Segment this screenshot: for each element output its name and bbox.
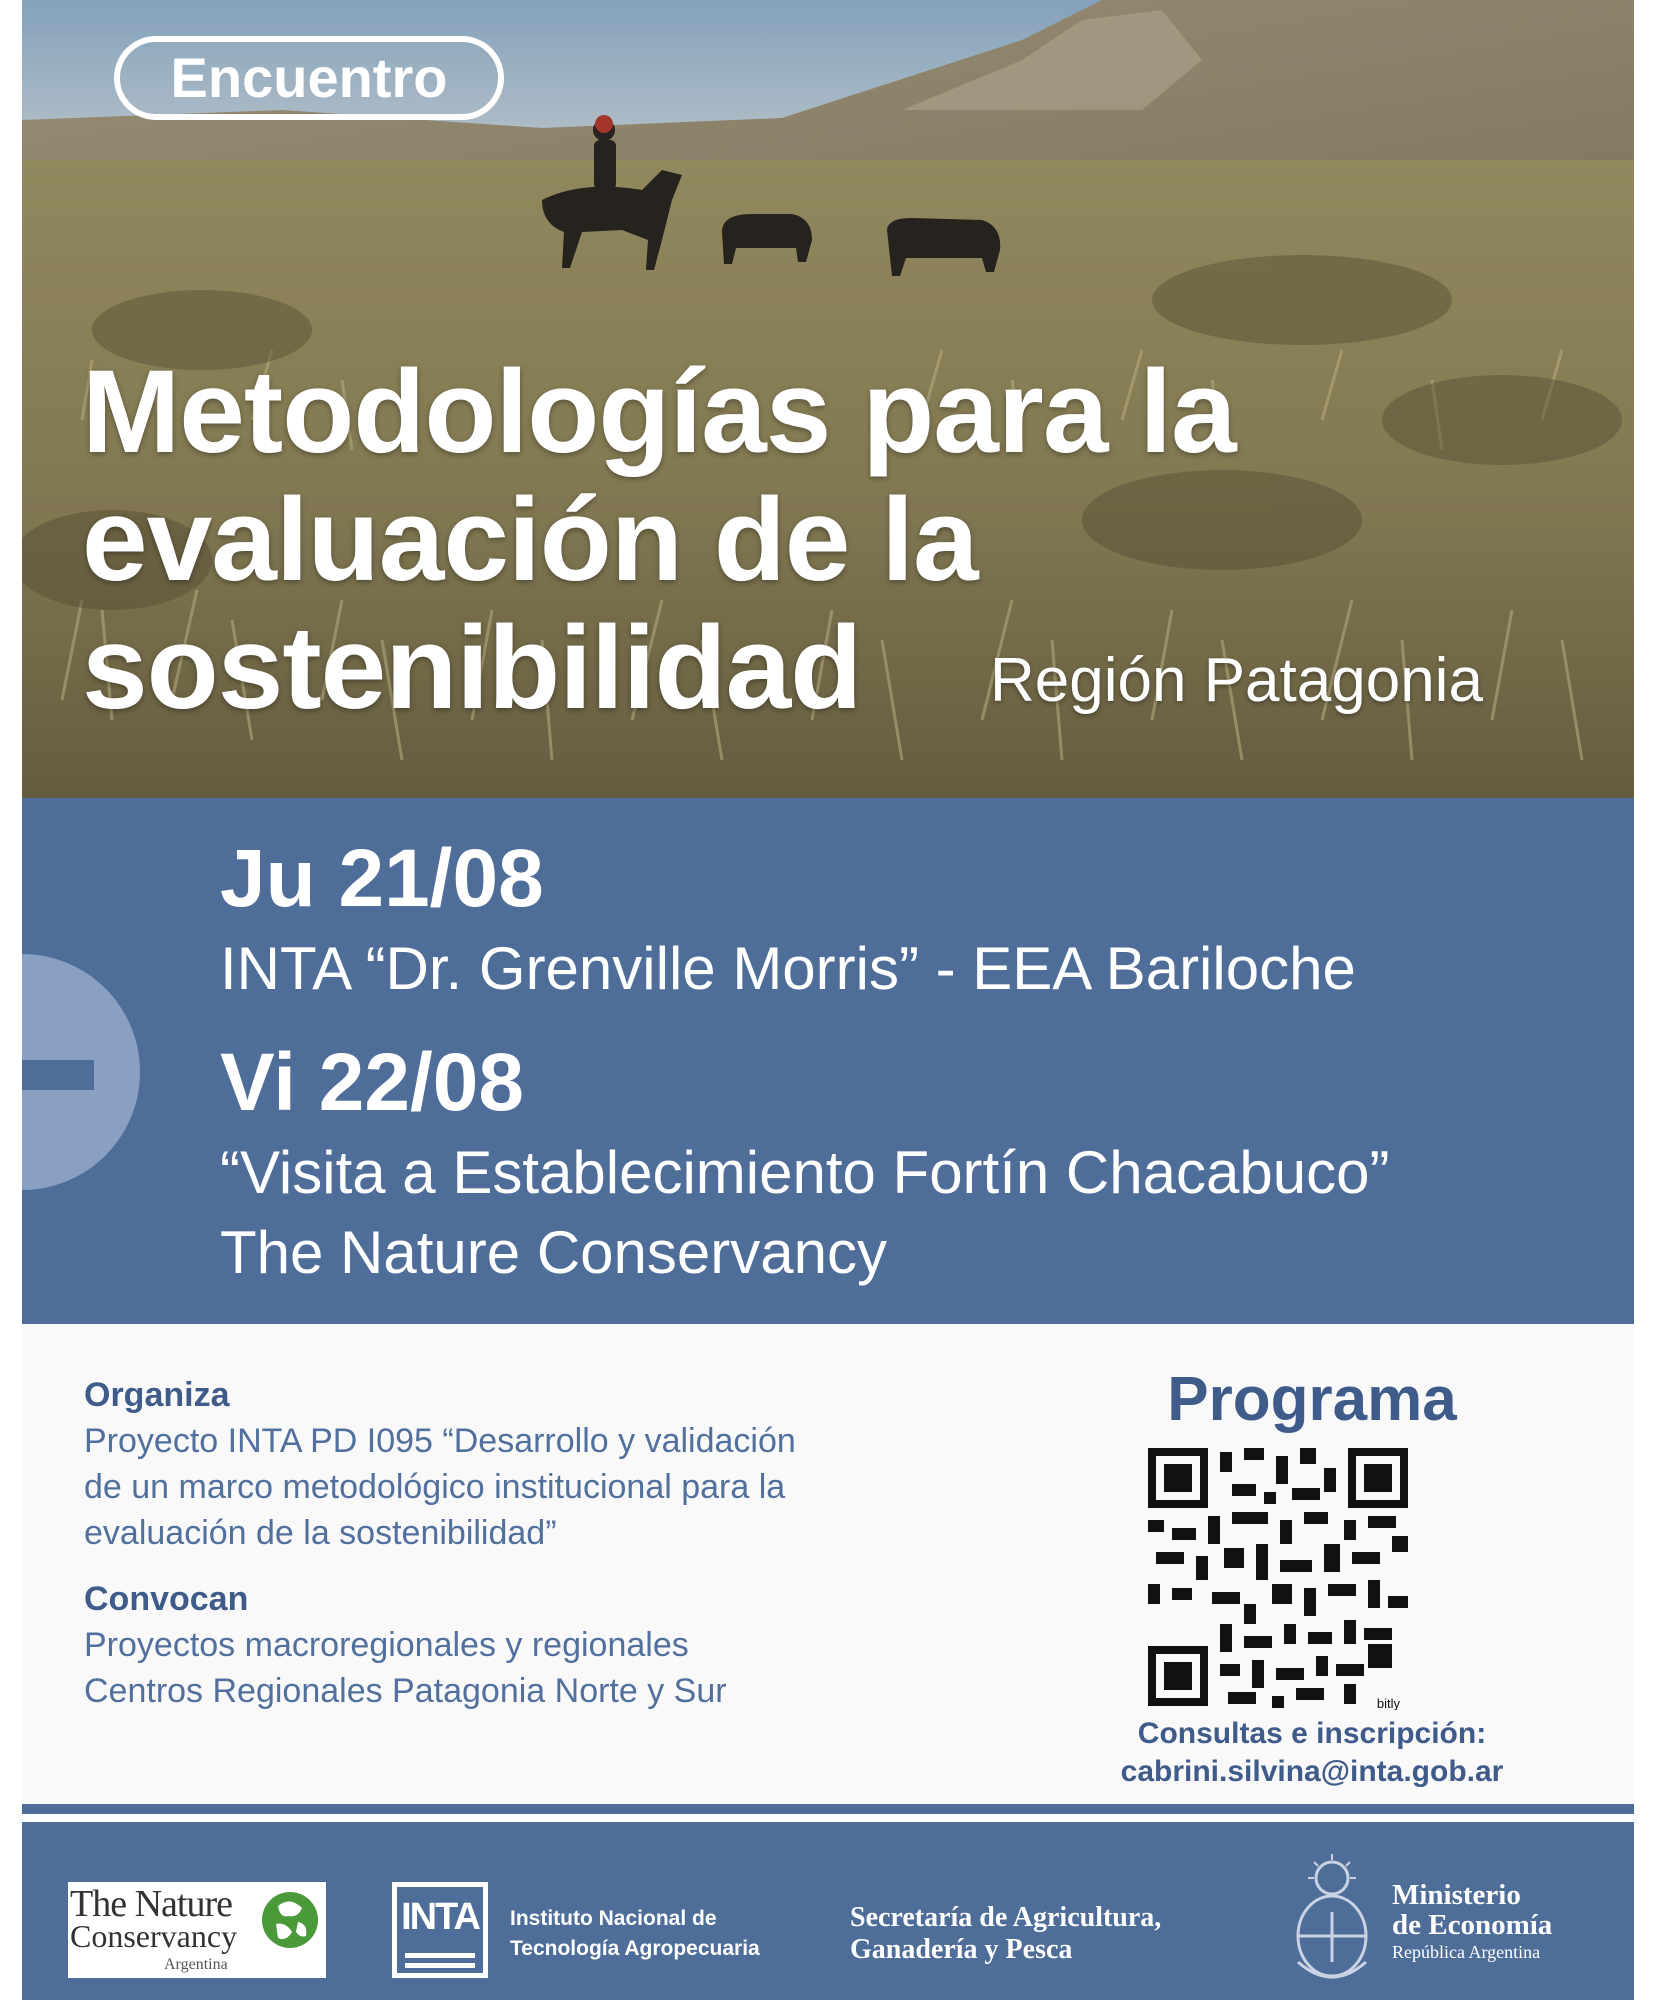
- event-type-badge: Encuentro: [114, 36, 504, 120]
- qr-tag: bitly: [1376, 1696, 1400, 1710]
- programa-qr-code[interactable]: [1148, 1448, 1408, 1710]
- organiza-line: Proyecto INTA PD I095 “Desarrollo y validación: [84, 1422, 796, 1460]
- schedule-band: [22, 798, 1634, 1324]
- inta-name-line: Tecnología Agropecuaria: [510, 1937, 760, 1960]
- inta-name: [510, 1904, 760, 1964]
- tnc-logo-country: Argentina: [164, 1956, 228, 1973]
- tnc-logo-line1: The Nature: [70, 1883, 232, 1925]
- info-section: [22, 1324, 1634, 1804]
- clock-icon: [22, 912, 182, 1232]
- mecon-line1: Ministerio: [1392, 1879, 1521, 1911]
- tnc-logo-line2: Conservancy: [70, 1918, 238, 1954]
- event-title-line: evaluación de la: [82, 474, 978, 606]
- day2-activity: “Visita a Establecimiento Fortín Chacabuco”: [220, 1139, 1390, 1206]
- contact-email[interactable]: cabrini.silvina@inta.gob.ar: [1120, 1755, 1504, 1788]
- inta-name-line: Instituto Nacional de: [510, 1907, 717, 1930]
- convocan-label: Convocan: [84, 1580, 249, 1618]
- day2-date: Vi 22/08: [220, 1037, 524, 1128]
- footer-logos: [22, 1822, 1634, 2000]
- organiza-line: evaluación de la sostenibilidad”: [84, 1514, 557, 1552]
- programa-heading: Programa: [1167, 1365, 1457, 1434]
- hero-section: [22, 0, 1634, 798]
- footer-divider: [22, 1804, 1634, 1814]
- organiza-label: Organiza: [84, 1376, 230, 1414]
- mecon-line3: República Argentina: [1392, 1942, 1541, 1962]
- event-title-line: Metodologías para la: [82, 346, 1236, 478]
- sagyp-line: Secretaría de Agricultura,: [850, 1902, 1162, 1933]
- contact-label: Consultas e inscripción:: [1137, 1717, 1487, 1750]
- tnc-logo: [68, 1882, 326, 1978]
- day1-place: INTA “Dr. Grenville Morris” - EEA Bariloche: [220, 935, 1356, 1002]
- day1-date: Ju 21/08: [220, 833, 544, 924]
- mecon-line2: de Economía: [1392, 1909, 1553, 1941]
- sagyp-logo: [850, 1902, 1161, 1966]
- convocan-line: Proyectos macroregionales y regionales: [84, 1626, 689, 1664]
- region-subtitle: Región Patagonia: [990, 646, 1483, 715]
- day2-host: The Nature Conservancy: [220, 1219, 887, 1286]
- national-seal-icon: [1284, 1852, 1380, 1992]
- globe-leaf-icon: [258, 1888, 322, 1952]
- event-title-line: sostenibilidad: [82, 602, 862, 734]
- inta-logo-text: INTA: [401, 1896, 479, 1938]
- convocan-line: Centros Regionales Patagonia Norte y Sur: [84, 1672, 727, 1710]
- sagyp-line: Ganadería y Pesca: [850, 1934, 1073, 1965]
- inta-logo: [392, 1882, 488, 1978]
- event-poster: [22, 0, 1634, 2000]
- mecon-logo: [1392, 1880, 1552, 1964]
- organiza-line: de un marco metodológico institucional para la: [84, 1468, 786, 1506]
